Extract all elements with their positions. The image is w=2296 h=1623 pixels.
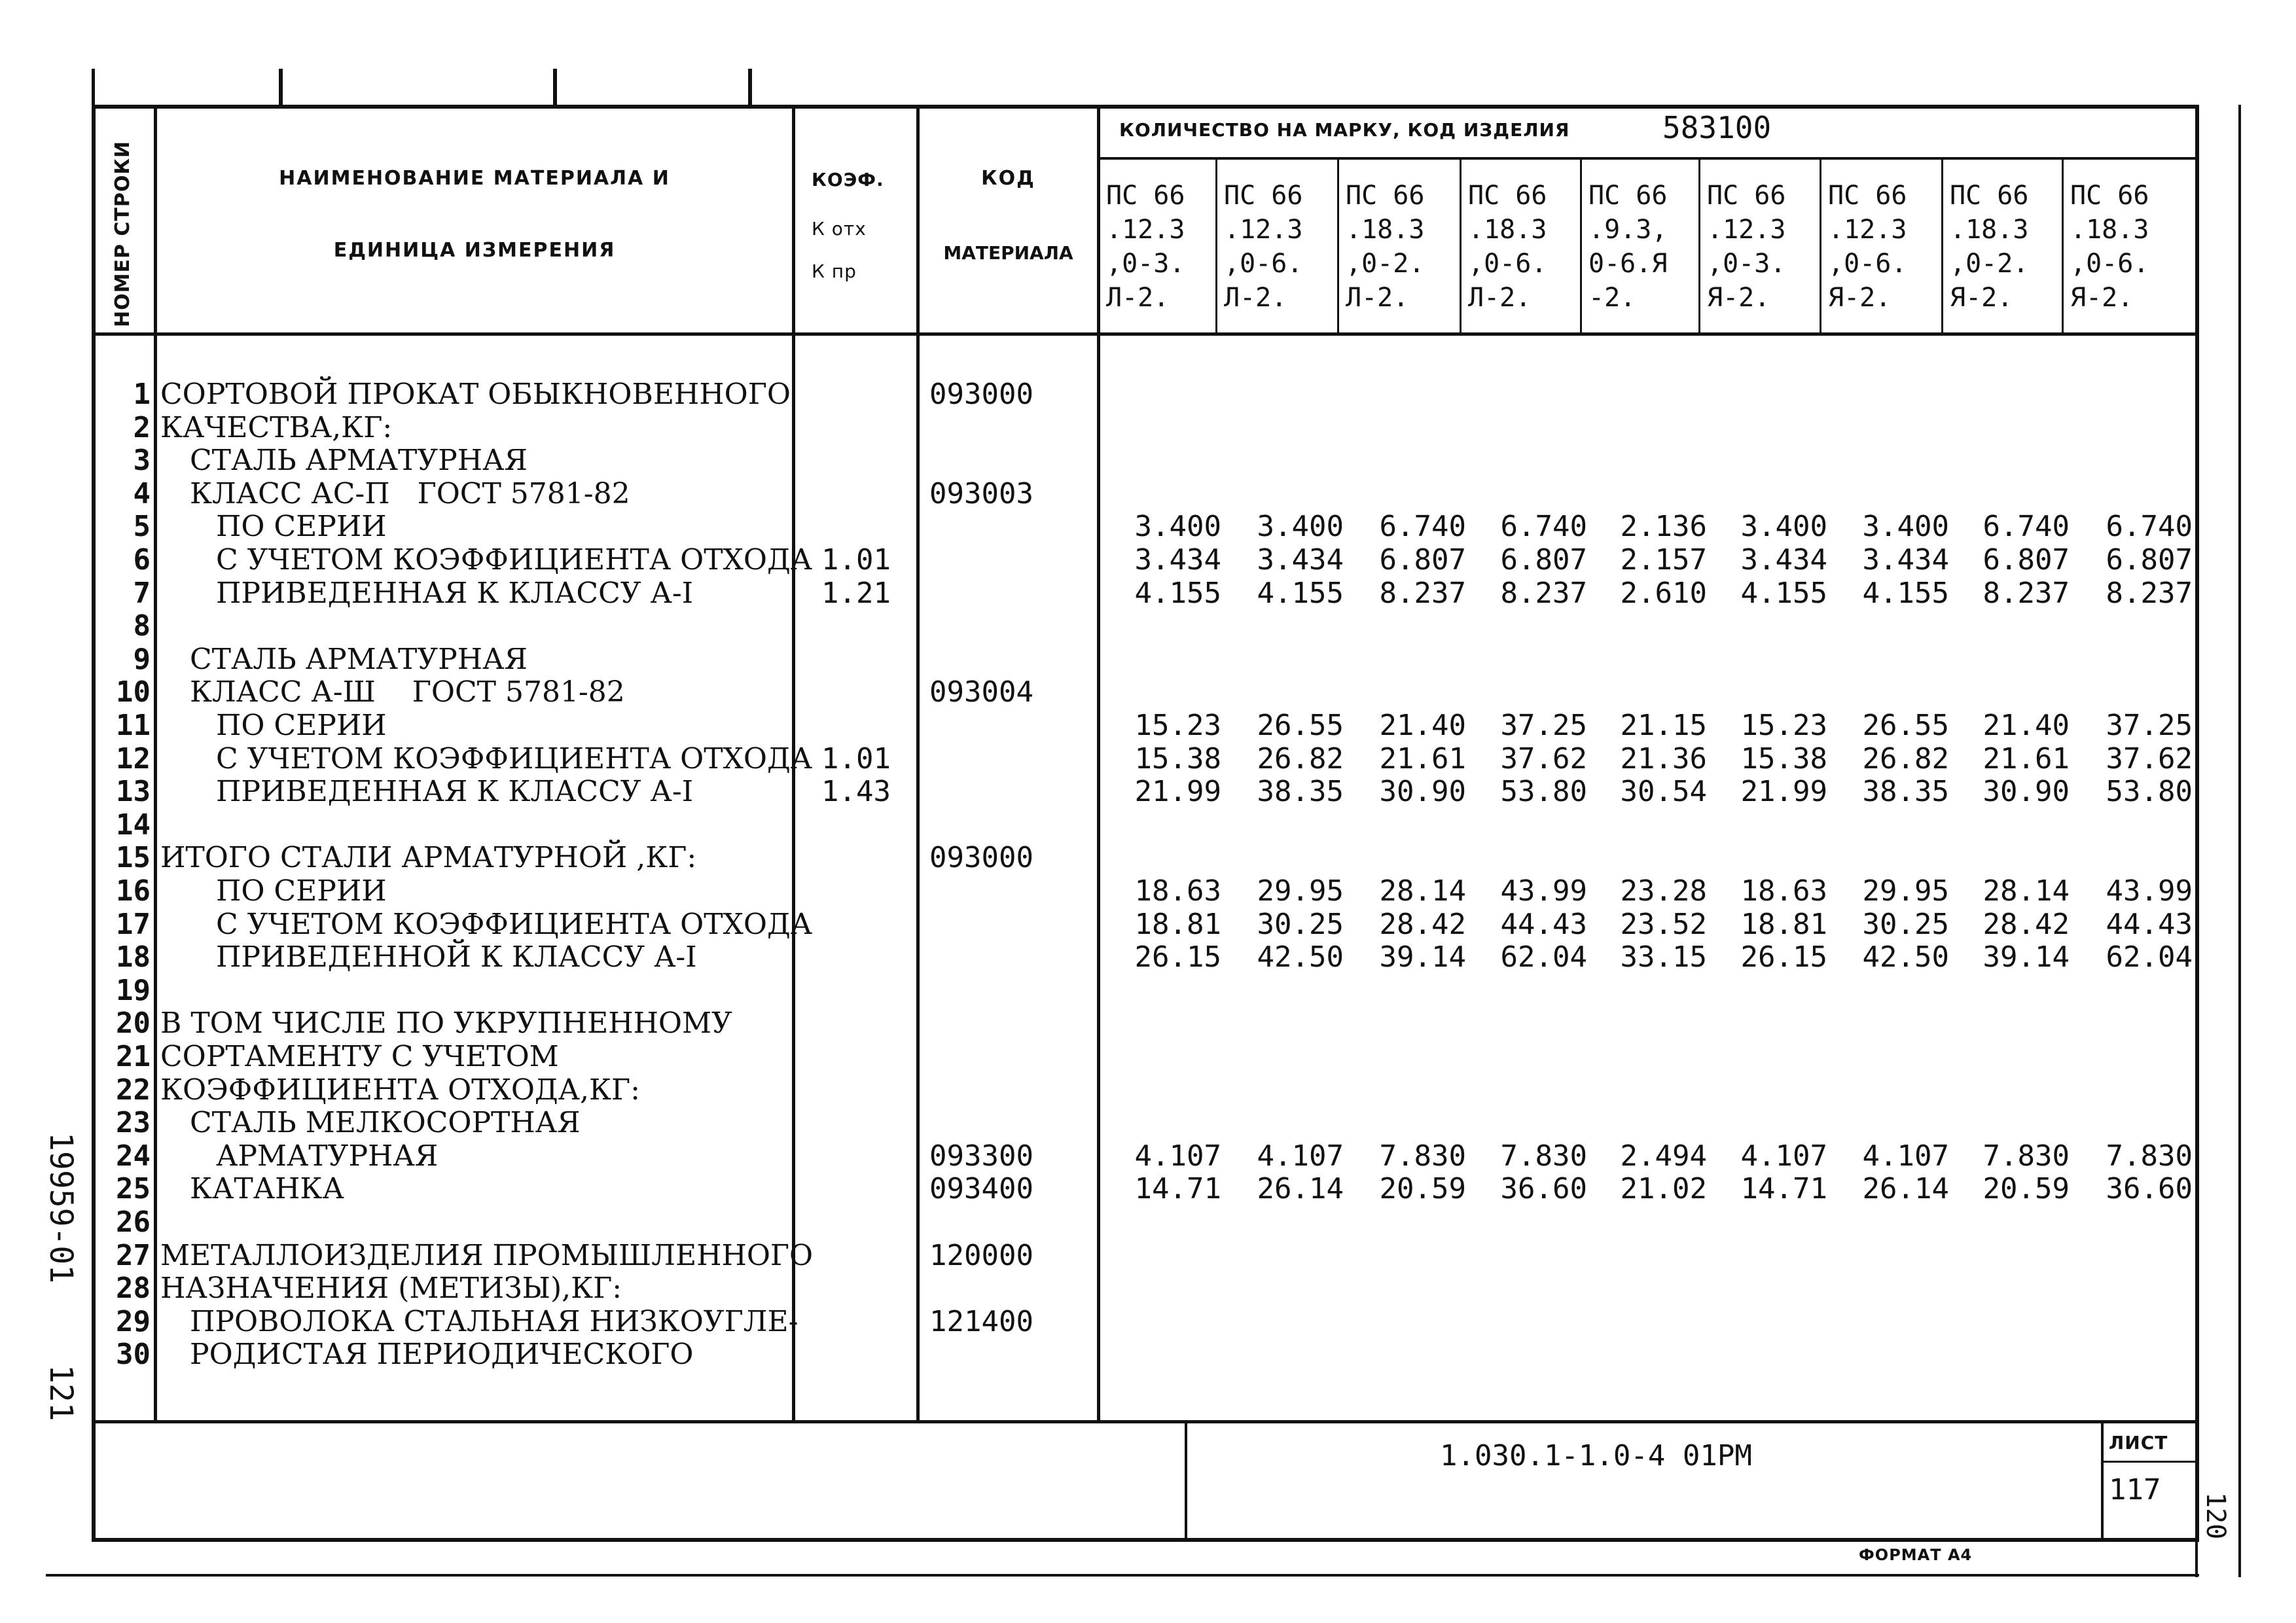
header-divider [92,332,2199,336]
prod-divider-3 [1460,157,1462,334]
quantity-value: 28.42 [1982,907,2070,941]
quantity-value: 26.82 [1862,741,1949,776]
quantity-value: 15.38 [1134,741,1221,776]
material-name: КОЭФФИЦИЕНТА ОТХОДА,КГ: [160,1073,641,1107]
material-name: С УЧЕТОМ КОЭФФИЦИЕНТА ОТХОДА [216,907,813,941]
row-number: 21 [116,1040,151,1073]
quantity-value: 37.25 [2106,709,2193,742]
quantity-value: 30.25 [1862,907,1949,941]
material-code: 093300 [929,1139,1033,1173]
prod-divider-4 [1580,157,1582,334]
quantity-value: 43.99 [2106,874,2193,908]
quantity-value: 4.155 [1740,576,1827,610]
material-code: 093004 [929,675,1033,709]
quantity-value: 18.81 [1134,907,1221,941]
sheet-label: ЛИСТ [2109,1432,2168,1454]
header-code-line2: МАТЕРИАЛА [943,242,1073,264]
product-code-line: .9.3, [1588,215,1668,245]
coefficient: 1.01 [821,543,891,577]
quantity-value: 26.55 [1862,709,1949,742]
product-code-line: Я-2. [2070,283,2134,313]
format-label: ФОРМАТ А4 [1859,1546,1973,1564]
quantity-value: 38.35 [1257,775,1344,809]
quantity-value: 15.23 [1740,709,1827,742]
product-code-line: .18.3 [1468,215,1547,245]
quantity-value: 36.60 [2106,1172,2193,1206]
quantity-value: 30.90 [1982,775,2070,809]
material-name: КАЧЕСТВА,КГ: [160,410,393,444]
quantity-value: 15.38 [1740,741,1827,776]
quantity-value: 4.155 [1862,576,1949,610]
row-number: 19 [116,973,151,1007]
quantity-value: 8.237 [1500,576,1587,610]
quantity-value: 21.02 [1620,1172,1707,1206]
product-code-line: ,0-6. [1828,249,1907,279]
product-code-line: ,0-3. [1106,249,1185,279]
quantity-value: 42.50 [1257,940,1344,974]
sheet-box-mid [2101,1461,2199,1463]
product-code-line: .12.3 [1106,215,1185,245]
quantity-value: 62.04 [2106,940,2193,974]
row-number: 8 [133,609,151,643]
quantity-value: 7.830 [1379,1139,1466,1173]
row-number: 24 [116,1139,151,1173]
quantity-value: 2.136 [1620,510,1707,544]
row-number: 17 [116,907,151,941]
quantity-value: 18.63 [1134,874,1221,908]
row-number: 18 [116,940,151,974]
top-left-mark [92,69,95,108]
prod-divider-6 [1820,157,1821,334]
side-box-left [2195,1466,2198,1577]
quantity-value: 3.400 [1134,510,1221,544]
col-divider-coef [916,105,920,1423]
product-code-line: ПС 66 [1707,181,1786,211]
quantity-value: 30.25 [1257,907,1344,941]
prod-divider-2 [1337,157,1339,334]
material-name: С УЧЕТОМ КОЭФФИЦИЕНТА ОТХОДА [216,543,813,577]
product-code-line: ПС 66 [1106,181,1185,211]
quantity-value: 8.237 [2106,576,2193,610]
quantity-value: 6.740 [2106,510,2193,544]
quantity-value: 6.740 [1982,510,2070,544]
product-code-line: -2. [1588,283,1636,313]
quantity-value: 6.807 [1982,543,2070,577]
top-mark-2 [553,69,557,108]
quantity-value: 26.82 [1257,741,1344,776]
quantity-value: 3.434 [1257,543,1344,577]
quantity-value: 4.107 [1257,1139,1344,1173]
sheet-box-left [2101,1420,2104,1541]
material-name: АРМАТУРНАЯ [216,1139,439,1173]
side-mark: 121 [43,1364,79,1421]
coefficient: 1.21 [821,576,891,610]
product-code-line: ПС 66 [2070,181,2149,211]
header-coef-line1: КОЭФ. [812,169,884,190]
header-name-line2: ЕДИНИЦА ИЗМЕРЕНИЯ [333,239,616,262]
material-name: КЛАСС А-Ш ГОСТ 5781-82 [190,675,625,709]
quantity-value: 4.155 [1257,576,1344,610]
coefficient: 1.43 [821,775,891,809]
quantity-value: 37.62 [2106,741,2193,776]
material-name: НАЗНАЧЕНИЯ (МЕТИЗЫ),КГ: [160,1272,622,1306]
quantity-value: 4.107 [1134,1139,1221,1173]
product-code-line: ,0-3. [1707,249,1786,279]
product-code-line: Л-2. [1468,283,1532,313]
quantity-value: 21.99 [1740,775,1827,809]
product-code-line: .18.3 [2070,215,2149,245]
row-number: 6 [133,543,151,577]
quantity-value: 21.36 [1620,741,1707,776]
material-code: 093400 [929,1172,1033,1206]
product-code-line: ,0-6. [1224,249,1303,279]
material-name: РОДИСТАЯ ПЕРИОДИЧЕСКОГО [190,1338,694,1372]
product-code-line: Я-2. [1707,283,1770,313]
quantity-value: 26.55 [1257,709,1344,742]
row-number: 11 [116,709,151,742]
material-code: 093003 [929,476,1033,510]
product-code-line: ПС 66 [1950,181,2029,211]
material-code: 120000 [929,1238,1033,1272]
product-code-line: ,0-6. [2070,249,2149,279]
product-code-line: .12.3 [1224,215,1303,245]
quantity-value: 7.830 [1500,1139,1587,1173]
row-number: 5 [133,510,151,544]
side-page-number: 120 [2200,1492,2231,1540]
header-row-no: НОМЕР СТРОКИ [111,141,134,327]
row-number: 12 [116,741,151,776]
material-name: СТАЛЬ АРМАТУРНАЯ [190,642,528,676]
top-mark-1 [279,69,283,108]
quantity-value: 6.807 [1500,543,1587,577]
row-number: 16 [116,874,151,908]
col-divider-rownum [154,105,157,1423]
material-name: ПРОВОЛОКА СТАЛЬНАЯ НИЗКОУГЛЕ- [190,1304,798,1338]
quantity-value: 8.237 [1982,576,2070,610]
material-name: КЛАСС АС-П ГОСТ 5781-82 [190,476,630,510]
material-name: ПРИВЕДЕННОЙ К КЛАССУ А-I [216,940,697,974]
quantity-value: 2.610 [1620,576,1707,610]
material-name: ПРИВЕДЕННАЯ К КЛАССУ А-I [216,576,694,610]
prod-divider-5 [1698,157,1700,334]
material-name: ПО СЕРИИ [216,874,387,908]
row-number: 4 [133,476,151,510]
product-code-line: 0-6.Я [1588,249,1668,279]
quantity-value: 23.28 [1620,874,1707,908]
quantity-value: 3.400 [1257,510,1344,544]
quantity-value: 42.50 [1862,940,1949,974]
prod-divider-1 [1215,157,1217,334]
quantity-value: 37.25 [1500,709,1587,742]
product-code-line: ПС 66 [1224,181,1303,211]
quantity-value: 43.99 [1500,874,1587,908]
material-name: КАТАНКА [190,1172,344,1206]
product-code-line: ,0-2. [1346,249,1425,279]
product-code-line: Л-2. [1224,283,1287,313]
quantity-value: 29.95 [1862,874,1949,908]
quantity-value: 20.59 [1379,1172,1466,1206]
header-coef-line3: К пр [812,260,857,282]
quantity-value: 15.23 [1134,709,1221,742]
sheet-number: 117 [2109,1473,2161,1507]
row-number: 13 [116,775,151,809]
material-name: В ТОМ ЧИСЛЕ ПО УКРУПНЕННОМУ [160,1007,732,1041]
quantity-value: 44.43 [2106,907,2193,941]
product-code-line: Л-2. [1106,283,1170,313]
row-number: 7 [133,576,151,610]
quantity-value: 33.15 [1620,940,1707,974]
side-box-right [2238,105,2241,1577]
material-name: СТАЛЬ АРМАТУРНАЯ [190,444,528,478]
quantity-value: 30.90 [1379,775,1466,809]
quantity-value: 7.830 [1982,1139,2070,1173]
quantity-value: 39.14 [1982,940,2070,974]
quantity-value: 3.434 [1134,543,1221,577]
quantity-value: 6.740 [1379,510,1466,544]
header-name-line1: НАИМЕНОВАНИЕ МАТЕРИАЛА И [279,167,670,190]
quantity-value: 3.400 [1862,510,1949,544]
material-code: 093000 [929,378,1033,411]
coefficient: 1.01 [821,741,891,776]
material-name: ИТОГО СТАЛИ АРМАТУРНОЙ ,КГ: [160,841,697,875]
quantity-value: 18.81 [1740,907,1827,941]
quantity-value: 21.40 [1379,709,1466,742]
inventory-number: 19959-01 [43,1132,79,1284]
prod-divider-7 [1941,157,1943,334]
quantity-value: 2.157 [1620,543,1707,577]
quantity-value: 53.80 [1500,775,1587,809]
product-code-line: ,0-6. [1468,249,1547,279]
quantity-value: 2.494 [1620,1139,1707,1173]
quantity-value: 29.95 [1257,874,1344,908]
material-name: СОРТОВОЙ ПРОКАТ ОБЫКНОВЕННОГО [160,378,791,411]
quantity-value: 3.434 [1740,543,1827,577]
top-mark-3 [748,69,752,108]
quantity-value: 28.14 [1379,874,1466,908]
row-number: 14 [116,808,151,842]
material-code: 121400 [929,1304,1033,1338]
quantity-value: 36.60 [1500,1172,1587,1206]
quantity-value: 8.237 [1379,576,1466,610]
product-code-line: Я-2. [1828,283,1892,313]
row-number: 23 [116,1106,151,1140]
quantity-value: 26.14 [1862,1172,1949,1206]
header-qty-code: 583100 [1662,110,1772,145]
material-name: ПО СЕРИИ [216,709,387,742]
quantity-value: 4.107 [1740,1139,1827,1173]
row-number: 29 [116,1304,151,1338]
material-name: СОРТАМЕНТУ С УЧЕТОМ [160,1040,559,1073]
row-number: 27 [116,1238,151,1272]
footer-divider-main [1185,1420,1187,1541]
quantity-value: 21.61 [1982,741,2070,776]
qty-header-divider [1097,157,2199,160]
quantity-value: 53.80 [2106,775,2193,809]
row-number: 26 [116,1205,151,1239]
product-code-line: .18.3 [1950,215,2029,245]
quantity-value: 4.107 [1862,1139,1949,1173]
row-number: 9 [133,642,151,676]
product-code-line: ПС 66 [1346,181,1425,211]
row-number: 20 [116,1007,151,1041]
quantity-value: 26.15 [1134,940,1221,974]
quantity-value: 14.71 [1740,1172,1827,1206]
material-name: МЕТАЛЛОИЗДЕЛИЯ ПРОМЫШЛЕННОГО [160,1238,814,1272]
row-number: 30 [116,1338,151,1372]
quantity-value: 62.04 [1500,940,1587,974]
quantity-value: 44.43 [1500,907,1587,941]
product-code-line: ,0-2. [1950,249,2029,279]
header-coef-line2: К отх [812,218,867,240]
row-number: 10 [116,675,151,709]
product-code-line: ПС 66 [1588,181,1668,211]
quantity-value: 30.54 [1620,775,1707,809]
quantity-value: 21.61 [1379,741,1466,776]
doc-code: 1.030.1-1.0-4 01РМ [1440,1439,1752,1472]
footer-top [92,1420,2199,1423]
quantity-value: 6.807 [1379,543,1466,577]
frame-top [92,105,2199,109]
quantity-value: 14.71 [1134,1172,1221,1206]
quantity-value: 23.52 [1620,907,1707,941]
material-name: С УЧЕТОМ КОЭФФИЦИЕНТА ОТХОДА [216,741,813,776]
product-code-line: ПС 66 [1828,181,1907,211]
quantity-value: 38.35 [1862,775,1949,809]
quantity-value: 28.14 [1982,874,2070,908]
material-name: ПРИВЕДЕННАЯ К КЛАССУ А-I [216,775,694,809]
frame-bottom [92,1538,2199,1542]
quantity-value: 21.15 [1620,709,1707,742]
product-code-line: Я-2. [1950,283,2013,313]
product-code-line: .12.3 [1707,215,1786,245]
row-number: 3 [133,444,151,478]
quantity-value: 20.59 [1982,1172,2070,1206]
quantity-value: 4.155 [1134,576,1221,610]
quantity-value: 18.63 [1740,874,1827,908]
prod-divider-8 [2062,157,2064,334]
quantity-value: 39.14 [1379,940,1466,974]
product-code-line: .18.3 [1346,215,1425,245]
quantity-value: 3.434 [1862,543,1949,577]
quantity-value: 37.62 [1500,741,1587,776]
header-code-line1: КОД [981,167,1035,190]
page-bottom-rule [46,1574,2199,1577]
product-code-line: .12.3 [1828,215,1907,245]
row-number: 1 [133,378,151,411]
quantity-value: 26.15 [1740,940,1827,974]
col-divider-code [1097,105,1100,1423]
product-code-line: ПС 66 [1468,181,1547,211]
quantity-value: 28.42 [1379,907,1466,941]
header-qty-title: КОЛИЧЕСТВО НА МАРКУ, КОД ИЗДЕЛИЯ [1119,119,1570,141]
material-code: 093000 [929,841,1033,875]
product-code-line: Л-2. [1346,283,1409,313]
quantity-value: 21.40 [1982,709,2070,742]
material-name: ПО СЕРИИ [216,510,387,544]
quantity-value: 6.807 [2106,543,2193,577]
row-number: 2 [133,410,151,444]
row-number: 15 [116,841,151,875]
quantity-value: 6.740 [1500,510,1587,544]
material-name: СТАЛЬ МЕЛКОСОРТНАЯ [190,1106,581,1140]
quantity-value: 7.830 [2106,1139,2193,1173]
row-number: 25 [116,1172,151,1206]
quantity-value: 21.99 [1134,775,1221,809]
quantity-value: 3.400 [1740,510,1827,544]
frame-right [2195,105,2199,1541]
row-number: 22 [116,1073,151,1107]
quantity-value: 26.14 [1257,1172,1344,1206]
row-number: 28 [116,1272,151,1306]
